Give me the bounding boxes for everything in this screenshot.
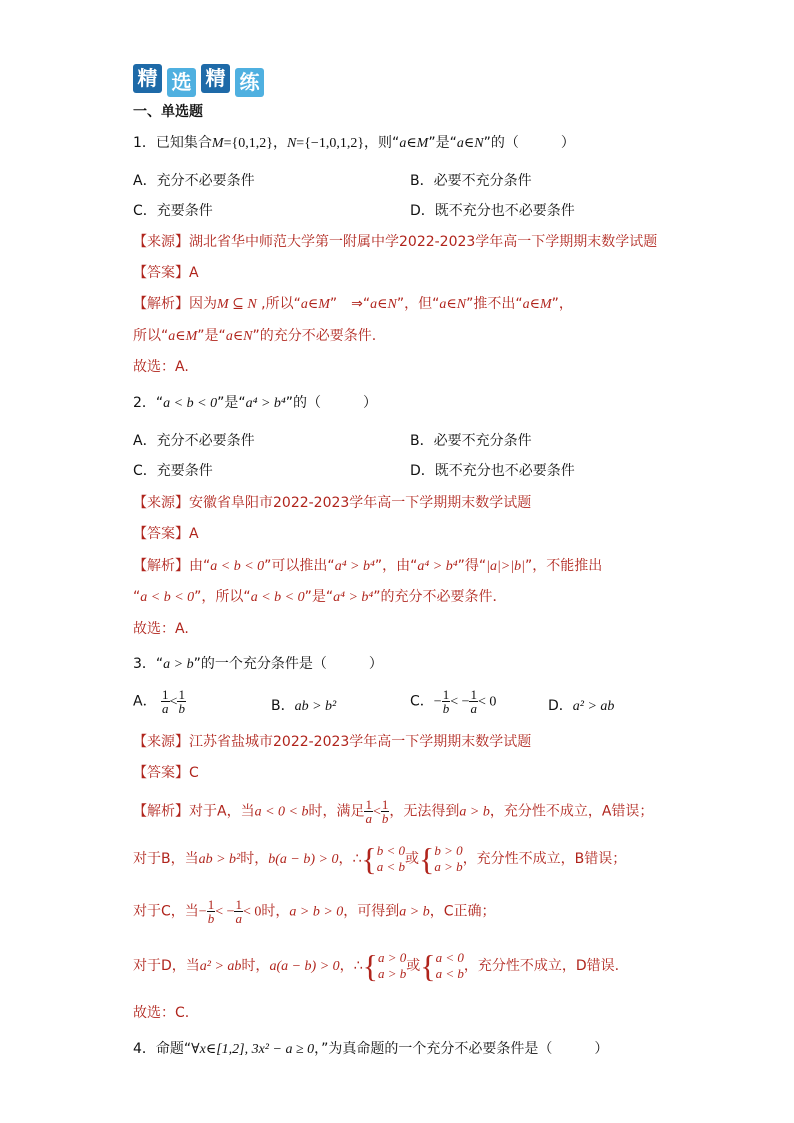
answer-tag: 【答案】 xyxy=(133,265,189,281)
system-line: a < 0 xyxy=(435,950,464,965)
text: 因为 xyxy=(189,296,217,312)
fraction xyxy=(234,898,243,925)
denominator: b xyxy=(178,701,185,716)
logo-char-1: 精 xyxy=(133,64,162,93)
brace-icon: { xyxy=(362,948,378,984)
option-label: B． xyxy=(271,698,295,714)
text: ，∴ xyxy=(339,958,363,974)
math: ab > b² xyxy=(294,699,337,714)
text: ”得“ xyxy=(457,558,487,574)
q2-source xyxy=(133,494,531,512)
q2-conclusion: 故选：A. xyxy=(133,621,189,637)
op: < 0 xyxy=(242,904,262,920)
q1-set-m-symbol: M xyxy=(211,136,224,151)
math: a > b xyxy=(399,904,430,920)
math: a∈M xyxy=(522,297,552,312)
answer-tag: 【答案】 xyxy=(133,526,189,542)
text: ”是“ xyxy=(304,589,334,605)
analysis-tag: 【解析】 xyxy=(133,296,189,312)
op: − xyxy=(198,904,207,920)
text: 时，满足 xyxy=(308,803,365,820)
numerator: 1 xyxy=(207,897,215,912)
q1-set-n: {−1,0,1,2} xyxy=(304,136,365,151)
q2-stem xyxy=(133,394,377,413)
denominator: b xyxy=(381,811,389,826)
math: ab > b² xyxy=(198,852,241,867)
q1-eq2: = xyxy=(296,136,305,151)
fraction xyxy=(177,688,186,715)
q1-answer-value: A xyxy=(189,265,199,281)
q1-option-a[interactable]: A．充分不必要条件 xyxy=(133,173,255,189)
q3-conclusion: 故选：C. xyxy=(133,1005,190,1021)
denominator: b xyxy=(442,701,450,716)
q1-end: ”的（ ） xyxy=(483,135,575,151)
brace-icon: { xyxy=(361,841,377,877)
math: a⁴ > b⁴ xyxy=(333,590,374,605)
text: ，充分性不成立，A错误； xyxy=(489,803,654,820)
text: 时， xyxy=(240,851,269,867)
math: a⁴ > b⁴ xyxy=(334,559,375,574)
math: a(a − b) > 0 xyxy=(269,959,340,974)
text: ”的充分不必要条件． xyxy=(373,589,507,605)
q2-explanation-line-2 xyxy=(133,588,507,607)
q2-option-a[interactable]: A．充分不必要条件 xyxy=(133,433,255,449)
text: ”推不出“ xyxy=(466,296,523,312)
numerator: 1 xyxy=(162,687,169,702)
q1-source xyxy=(133,233,657,251)
q2-end: ”的（ ） xyxy=(285,395,378,411)
q1-stem xyxy=(133,134,575,153)
math: a < b < 0 xyxy=(140,590,195,605)
system-line: a < b xyxy=(376,859,406,874)
q4-number: 4．命题“ xyxy=(133,1041,192,1057)
source-tag: 【来源】 xyxy=(133,234,189,250)
text: ”， xyxy=(551,296,573,312)
math: a∈N xyxy=(225,329,253,344)
math: a∈M xyxy=(168,329,198,344)
text: 或 xyxy=(406,958,421,974)
text: ”，但“ xyxy=(396,296,440,312)
q1-eq: = xyxy=(223,136,232,151)
q1-explanation-line-2 xyxy=(133,327,376,346)
q1-conclusion: 故选：A. xyxy=(133,359,189,375)
op: < 0 xyxy=(477,694,497,710)
text: 时， xyxy=(241,958,270,974)
q2-source-text: 安徽省阜阳市2022-2023学年高一下学期期末数学试题 xyxy=(189,495,532,511)
text: ，∴ xyxy=(338,851,362,867)
denominator: a xyxy=(162,701,169,716)
q1-option-c[interactable]: C．充要条件 xyxy=(133,203,213,219)
text: 所以“ xyxy=(133,328,169,344)
numerator: 1 xyxy=(442,687,450,702)
text: 对于A，当 xyxy=(189,803,255,820)
fraction xyxy=(207,898,216,925)
q2-explanation-line-1 xyxy=(133,557,602,576)
q3-source xyxy=(133,733,531,751)
denominator: a xyxy=(470,701,477,716)
q2-answer xyxy=(133,525,199,543)
system xyxy=(436,950,464,982)
text: ”，由“ xyxy=(374,558,418,574)
numerator: 1 xyxy=(381,797,389,812)
q1-option-d[interactable]: D．既不充分也不必要条件 xyxy=(410,203,575,219)
q1-is: ”是“ xyxy=(428,135,457,151)
denominator: b xyxy=(207,911,215,926)
text: ,所以“ xyxy=(256,296,301,312)
q1-answer xyxy=(133,264,199,282)
analysis-tag: 【解析】 xyxy=(133,558,189,574)
q1-res: a∈N xyxy=(456,136,484,151)
text: ，C正确； xyxy=(429,903,496,920)
math: a² > ab xyxy=(572,699,615,714)
q2-is: ”是“ xyxy=(217,395,246,411)
system-line: a > 0 xyxy=(377,950,407,965)
analysis-tag: 【解析】 xyxy=(133,803,189,820)
fraction xyxy=(442,688,451,715)
numerator: 1 xyxy=(235,897,242,912)
option-label: A． xyxy=(133,693,157,710)
q1-set-m: {0,1,2} xyxy=(231,136,273,151)
text: ，无法得到 xyxy=(389,803,460,820)
text: 或 xyxy=(405,851,420,867)
q4-expr: ∀x∈[1,2], 3x² − a ≥ 0 xyxy=(191,1042,315,1057)
q3-end: ”的一个充分条件是（ ） xyxy=(193,656,383,672)
numerator: 1 xyxy=(365,797,372,812)
q3-explanation-b xyxy=(133,843,626,875)
q3-explanation-a xyxy=(133,798,653,825)
text: ，充分性不成立，B错误； xyxy=(462,851,627,867)
q2-res: a⁴ > b⁴ xyxy=(245,396,286,411)
text: ”，不能推出 xyxy=(524,558,603,574)
q1-option-b[interactable]: B．必要不充分条件 xyxy=(410,173,532,189)
system-line: b > 0 xyxy=(434,843,463,858)
option-label: C． xyxy=(410,693,434,710)
text: ”可以推出“ xyxy=(264,558,335,574)
system xyxy=(377,843,405,875)
text: ”是“ xyxy=(197,328,226,344)
math: a > b > 0 xyxy=(289,904,344,920)
q2-cond: a < b < 0 xyxy=(163,396,218,411)
q1-mid: ，则“ xyxy=(364,135,400,151)
q1-source-text: 湖北省华中师范大学第一附属中学2022-2023学年高一下学期期末数学试题 xyxy=(189,234,658,250)
q2-number: 2．“ xyxy=(133,395,164,411)
q2-option-d[interactable]: D．既不充分也不必要条件 xyxy=(410,463,575,479)
math: M ⊆ N xyxy=(217,297,257,312)
math: a∈N xyxy=(439,297,467,312)
op: < xyxy=(372,804,381,820)
text: ”的充分不必要条件. xyxy=(252,328,377,344)
q3-number: 3．“ xyxy=(133,656,164,672)
text: 时， xyxy=(261,903,290,920)
text: 对于C，当 xyxy=(133,903,199,920)
answer-tag: 【答案】 xyxy=(133,765,189,781)
system xyxy=(434,843,462,875)
q3-option-a[interactable] xyxy=(133,688,186,715)
denominator: a xyxy=(235,911,242,926)
math: |a|>|b| xyxy=(486,559,525,574)
math: a² > ab xyxy=(199,959,242,974)
option-label: D． xyxy=(548,698,573,714)
system-line: b < 0 xyxy=(376,843,406,858)
op: < − xyxy=(450,694,470,710)
q2-answer-value: A xyxy=(189,526,199,542)
q3-stem xyxy=(133,655,383,674)
math: a∈M xyxy=(300,297,330,312)
math: b(a − b) > 0 xyxy=(268,852,339,867)
op: < xyxy=(169,694,178,710)
q3-source-text: 江苏省盐城市2022-2023学年高一下学期期末数学试题 xyxy=(189,734,532,750)
q1-explanation-line-1 xyxy=(133,295,573,314)
system-line: a > b xyxy=(377,966,407,981)
source-tag: 【来源】 xyxy=(133,495,189,511)
q3-answer xyxy=(133,764,199,782)
q4-stem xyxy=(133,1040,608,1059)
logo-char-4: 练 xyxy=(235,68,264,97)
text: 对于D，当 xyxy=(133,958,200,974)
q3-option-d[interactable] xyxy=(548,697,614,716)
q1-cond: a∈M xyxy=(399,136,429,151)
numerator: 1 xyxy=(178,687,185,702)
q3-option-c[interactable] xyxy=(410,688,496,715)
fraction xyxy=(469,688,478,715)
op: < − xyxy=(215,904,235,920)
math: a < b < 0 xyxy=(210,559,265,574)
denominator: a xyxy=(365,811,372,826)
q4-end: ，”为真命题的一个充分不必要条件是（ ） xyxy=(314,1041,609,1057)
fraction xyxy=(364,798,373,825)
numerator: 1 xyxy=(470,687,477,702)
q3-answer-value: C xyxy=(189,765,199,781)
math: a < b < 0 xyxy=(250,590,305,605)
math: a∈N xyxy=(370,297,397,312)
brace-icon: { xyxy=(419,841,435,877)
brace-icon: { xyxy=(420,948,436,984)
q1-set-n-symbol: N xyxy=(286,136,297,151)
q1-sep: ， xyxy=(272,135,287,151)
q3-option-b[interactable] xyxy=(271,697,336,716)
q2-option-c[interactable]: C．充要条件 xyxy=(133,463,213,479)
text: ”，所以“ xyxy=(194,589,251,605)
logo-char-2: 选 xyxy=(167,68,196,97)
fraction xyxy=(161,688,170,715)
section-title: 一、单选题 xyxy=(133,104,203,120)
text: 对于B，当 xyxy=(133,851,199,867)
q2-option-b[interactable]: B．必要不充分条件 xyxy=(410,433,532,449)
text: ，充分性不成立，D错误. xyxy=(463,958,620,974)
math: a⁴ > b⁴ xyxy=(417,559,458,574)
text: 由“ xyxy=(189,558,211,574)
q3-explanation-d xyxy=(133,950,619,982)
text: ” ⇒“ xyxy=(329,296,371,312)
system-line: a > b xyxy=(434,859,463,874)
system-line: a < b xyxy=(435,966,464,981)
source-tag: 【来源】 xyxy=(133,734,189,750)
text: ，可得到 xyxy=(343,903,400,920)
math: a < 0 < b xyxy=(254,804,309,820)
logo-char-3: 精 xyxy=(201,64,230,93)
q3-cond: a > b xyxy=(163,657,194,672)
text: “ xyxy=(133,589,141,605)
math: a > b xyxy=(459,804,490,820)
system xyxy=(378,950,406,982)
op: − xyxy=(433,694,442,710)
q3-explanation-c xyxy=(133,898,496,925)
q1-number: 1．已知集合 xyxy=(133,135,212,151)
